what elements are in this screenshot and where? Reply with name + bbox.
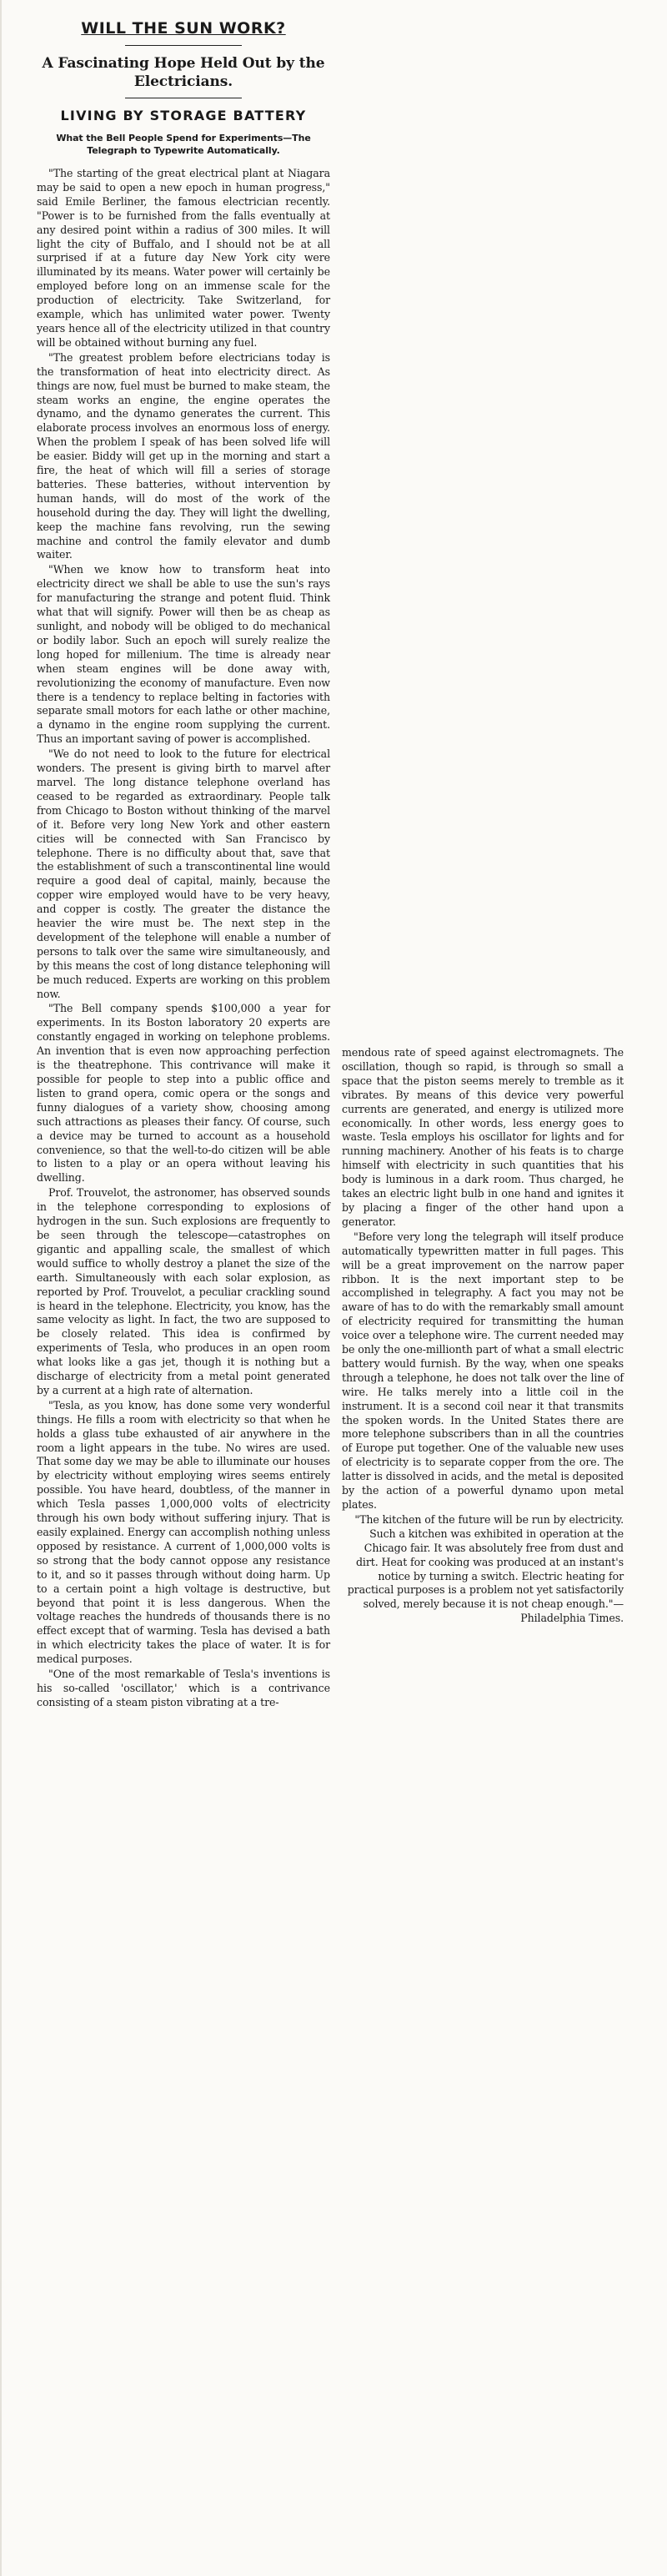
article-paragraph: "The starting of the great electrical plant at Niagara may be said to open a new epoch in human progress," said Emile Berliner, the famous electrician recently. "Power is to be furnished from the falls eventually at any desired point within a radius of 300 miles. It will light the city of Buffalo, and I should not be at all surprised if at a future day New York city were illuminated by its means. Water power will certainly be employed before long on an immense scale for the production of electricity. Take Switzerland, for example, which has unlimited water power. Twenty years hence all of the electricity utilized in that country will be obtained without burning any fuel. xyxy=(37,167,330,349)
article-subhead: LIVING BY STORAGE BATTERY xyxy=(60,108,307,123)
article-paragraph: "The greatest problem before electricians today is the transformation of heat into electricity direct. As things are now, fuel must be burned to make steam, the steam works an engine, the engine operates the dynamo, and the dynamo generates the current. This elaborate process involves an enormous loss of energy. When the problem I speak of has been solved life will be easier. Biddy will get up in the morning and start a fire, the heat of which will fill a series of storage batteries. These batteries, without intervention by human hands, will do most of the work of the household during the day. They will light the dwelling, keep the machine fans revolving, run the sewing machine and control the family elevator and dumb waiter. xyxy=(37,350,330,561)
article-deck: A Fascinating Hope Held Out by the Electricians. xyxy=(42,55,325,90)
headline-rule xyxy=(125,45,242,46)
article-paragraph: mendous rate of speed against electromagnets. The oscillation, though so rapid, is through so small a space that the piston seems merely to tremble as it vibrates. By means of this device very powerful currents are generated, and energy is utilized more economically. In other words, less energy goes to waste. Tesla employs his oscillator for lights and for running machinery. Another of his feats is to charge himself with electricity in such quantities that his body is luminous in a dark room. Thus charged, he takes an electric light bulb in one hand and ignites it by placing a finger of the other hand upon a generator. xyxy=(342,1046,624,1228)
article-column-right xyxy=(342,1046,624,1626)
article-column-left xyxy=(37,18,330,1710)
article-paragraph: "Before very long the telegraph will itself produce automatically typewritten matter in full pages. This will be a great improvement on the narrow paper ribbon. It is the next important step to be accomplished in telegraphy. A fact you may not be aware of has to do with the remarkably small amount of electricity required for transmitting the human voice over a telephone wire. The current needed may be only the one-millionth part of what a small electric battery would furnish. By the way, when one speaks through a telephone, he does not talk over the line of wire. He talks merely into a little coil in the instrument. It is a second coil near it that transmits the spoken words. In the United States there are more telephone subscribers than in all the countries of Europe put together. One of the valuable new uses of electricity is to separate copper from the ore. The latter is dissolved in acids, and the metal is deposited by the action of a powerful dynamo upon metal plates. xyxy=(342,1230,624,1511)
article-headline: WILL THE SUN WORK? xyxy=(81,19,286,38)
article-paragraph: "Tesla, as you know, has done some very wonderful things. He fills a room with electricity so that when he holds a glass tube exhausted of air anywhere in the room a light appears in the tube. No wires are used. That some day we may be able to illuminate our houses by electricity without employing wires seems entirely possible. You have heard, doubtless, of the manner in which Tesla passes 1,000,000 volts of electricity through his own body without suffering injury. That is easily explained. Energy can accomplish nothing unless opposed by resistance. A current of 1,000,000 volts is so strong that the body cannot oppose any resistance to it, and so it passes through without doing harm. Up to a certain point a high voltage is destructive, but beyond that point it is less dangerous. When the voltage reaches the hundreds of thousands there is no effect except that of warming. Tesla has devised a bath in which electricity takes the place of water. It is for medical purposes. xyxy=(37,1398,330,1666)
article-summary: What the Bell People Spend for Experiments—The Telegraph to Typewrite Automatically. xyxy=(56,133,311,156)
article-paragraph: Prof. Trouvelot, the astronomer, has observed sounds in the telephone corresponding to explosions of hydrogen in the sun. Such explosions are frequently to be seen through the telescope—catastrophes on gigantic and appalling scale, the smallest of which would suffice to wholly destroy a planet the size of the earth. Simultaneously with each solar explosion, as reported by Prof. Trouvelot, a peculiar crackling sound is heard in the telephone. Electricity, you know, has the same velocity as light. In fact, the two are supposed to be closely related. This idea is confirmed by experiments of Tesla, who produces in an open room what looks like a gas jet, though it is nothing but a discharge of electricity from a metal point generated by a current at a high rate of alternation. xyxy=(37,1186,330,1396)
article-paragraph: "One of the most remarkable of Tesla's inventions is his so-called 'oscillator,' which is a contrivance consisting of a steam piston vibrating at a tre- xyxy=(37,1668,330,1708)
article-paragraph: "When we know how to transform heat into electricity direct we shall be able to use the sun's rays for manufacturing the strange and potent fluid. Think what that will signify. Power will then be as cheap as sunlight, and nobody will be obliged to do mechanical or bodily labor. Such an epoch will surely realize the long hoped for millenium. The time is already near when steam engines will be done away with, revolutionizing the economy of manufacture. Even now there is a tendency to replace belting in factories with separate small motors for each lathe or other machine, a dynamo in the engine room supplying the current. Thus an important saving of power is accomplished. xyxy=(37,563,330,746)
article-paragraph: "The Bell company spends $100,000 a year for experiments. In its Boston laboratory 20 experts are constantly engaged in working on telephone problems. An invention that is even now approaching perfection is the theatrephone. This contrivance will make it possible for people to step into a public office and listen to grand opera, comic opera or the songs and funny dialogues of a variety show, choosing among such attractions as pleases their fancy. Of course, such a device may be turned to account as a household convenience, so that the well-to-do citizen will be able to listen to a play or an opera without leaving his dwelling. xyxy=(37,1002,330,1185)
article-paragraph-final: "The kitchen of the future will be run by electricity. Such a kitchen was exhibited in operation at the Chicago fair. It was absolutely free from dust and dirt. Heat for cooking was produced at an instant's notice by turning a switch. Electric heating for practical purposes is a problem not yet satisfactorily solved, merely because it is not cheap enough."—Philadelphia Times. xyxy=(347,1512,624,1625)
scan-edge-left xyxy=(0,0,2,2576)
article-paragraph: "We do not need to look to the future for electrical wonders. The present is giving birth to marvel after marvel. The long distance telephone overland has ceased to be regarded as extraordinary. People talk from Chicago to Boston without thinking of the marvel of it. Before very long New York and other eastern cities will be connected with San Francisco by telephone. There is no difficulty about that, save that the establishment of such a transcontinental line would require a good deal of capital, mainly, because the copper wire employed would have to be very heavy, and copper is costly. The greater the distance the heavier the wire must be. The next step in the development of the telephone will enable a number of persons to talk over the same wire simultaneously, and by this means the cost of long distance telephoning will be much reduced. Experts are working on this problem now. xyxy=(37,747,330,1000)
